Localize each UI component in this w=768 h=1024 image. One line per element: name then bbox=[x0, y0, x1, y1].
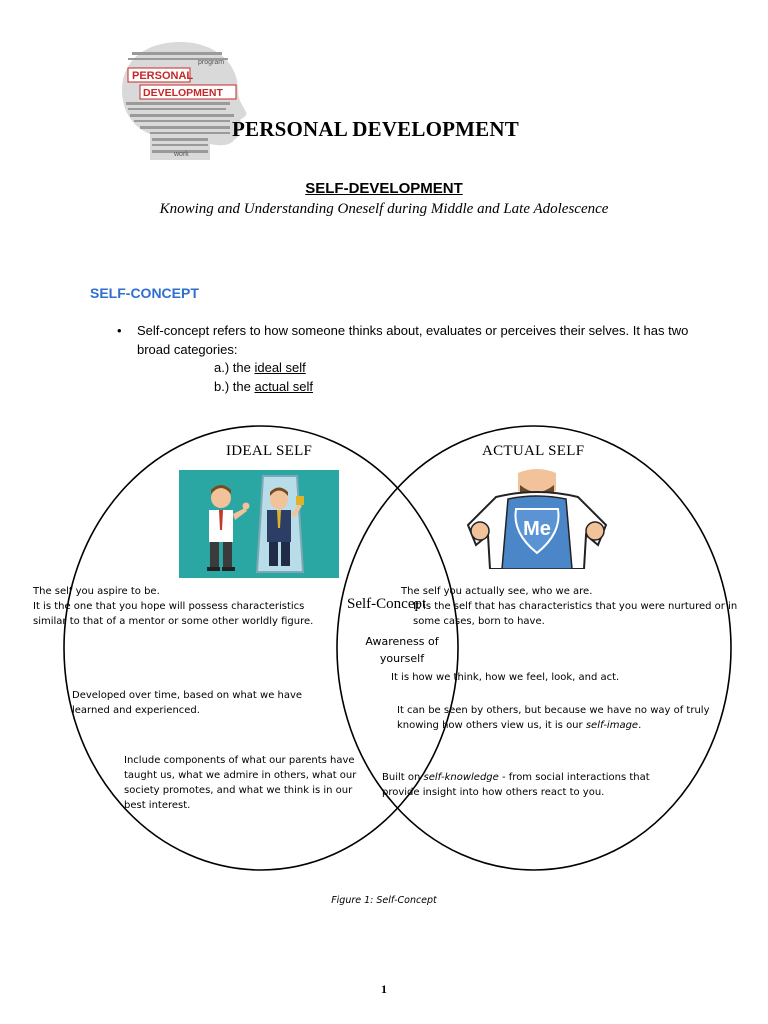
logo-word-program: program bbox=[198, 59, 225, 66]
category-actual-self: b.) the actual self bbox=[214, 379, 314, 394]
logo-word-personal: PERSONAL bbox=[132, 70, 194, 82]
actual-self-text-2: It is how we think, how we feel, look, and act. bbox=[391, 672, 620, 683]
section-subtitle: Knowing and Understanding Oneself during Middle and Late Adolescence bbox=[159, 201, 609, 217]
actual-self-title: ACTUAL SELF bbox=[482, 443, 585, 459]
section-title: SELF-DEVELOPMENT bbox=[305, 180, 463, 197]
mirror-illustration bbox=[179, 470, 339, 578]
ideal-self-text-2: Developed over time, based on what we have learned and experienced. bbox=[72, 690, 303, 716]
ideal-self-text-3: Include components of what our parents have taught us, what we admire in others, what our society promotes, and what we think is in our best interest. bbox=[124, 755, 357, 811]
category-ideal-self: a.) the ideal self bbox=[214, 360, 306, 375]
bullet-text: Self-concept refers to how someone thinks about, evaluates or perceives their selves. It has two broad categories: bbox=[137, 323, 689, 357]
document-title: PERSONAL DEVELOPMENT bbox=[232, 117, 519, 141]
actual-self-text-3: It can be seen by others, but because we have no way of truly knowing how others view us, it is our self-image. bbox=[397, 705, 710, 731]
figure-caption: Figure 1: Self-Concept bbox=[331, 895, 437, 906]
bullet-point-icon: • bbox=[117, 323, 122, 338]
actual-self-text-1: The self you actually see, who we are. It is the self that has characteristics that you were nurtured or in some cases, born to have. bbox=[401, 586, 738, 627]
overlap-title: Self-Concept bbox=[347, 596, 427, 612]
self-concept-heading: SELF-CONCEPT bbox=[90, 285, 199, 301]
logo-word-work: work bbox=[174, 151, 189, 158]
page-number: 1 bbox=[381, 982, 387, 996]
ideal-self-title: IDEAL SELF bbox=[226, 443, 313, 459]
overlap-subtitle: Awareness of yourself bbox=[365, 635, 439, 665]
logo-word-development: DEVELOPMENT bbox=[143, 87, 223, 99]
personal-development-logo bbox=[110, 38, 260, 162]
ideal-self-text-1: The self you aspire to be. It is the one that you hope will possess characteristics similar to that of a mentor or some other worldly figure. bbox=[33, 586, 314, 627]
superhero-illustration bbox=[456, 469, 619, 569]
me-label: Me bbox=[523, 518, 551, 540]
actual-self-text-4: Built on self-knowledge - from social interactions that provide insight into how others react to you. bbox=[382, 772, 650, 798]
